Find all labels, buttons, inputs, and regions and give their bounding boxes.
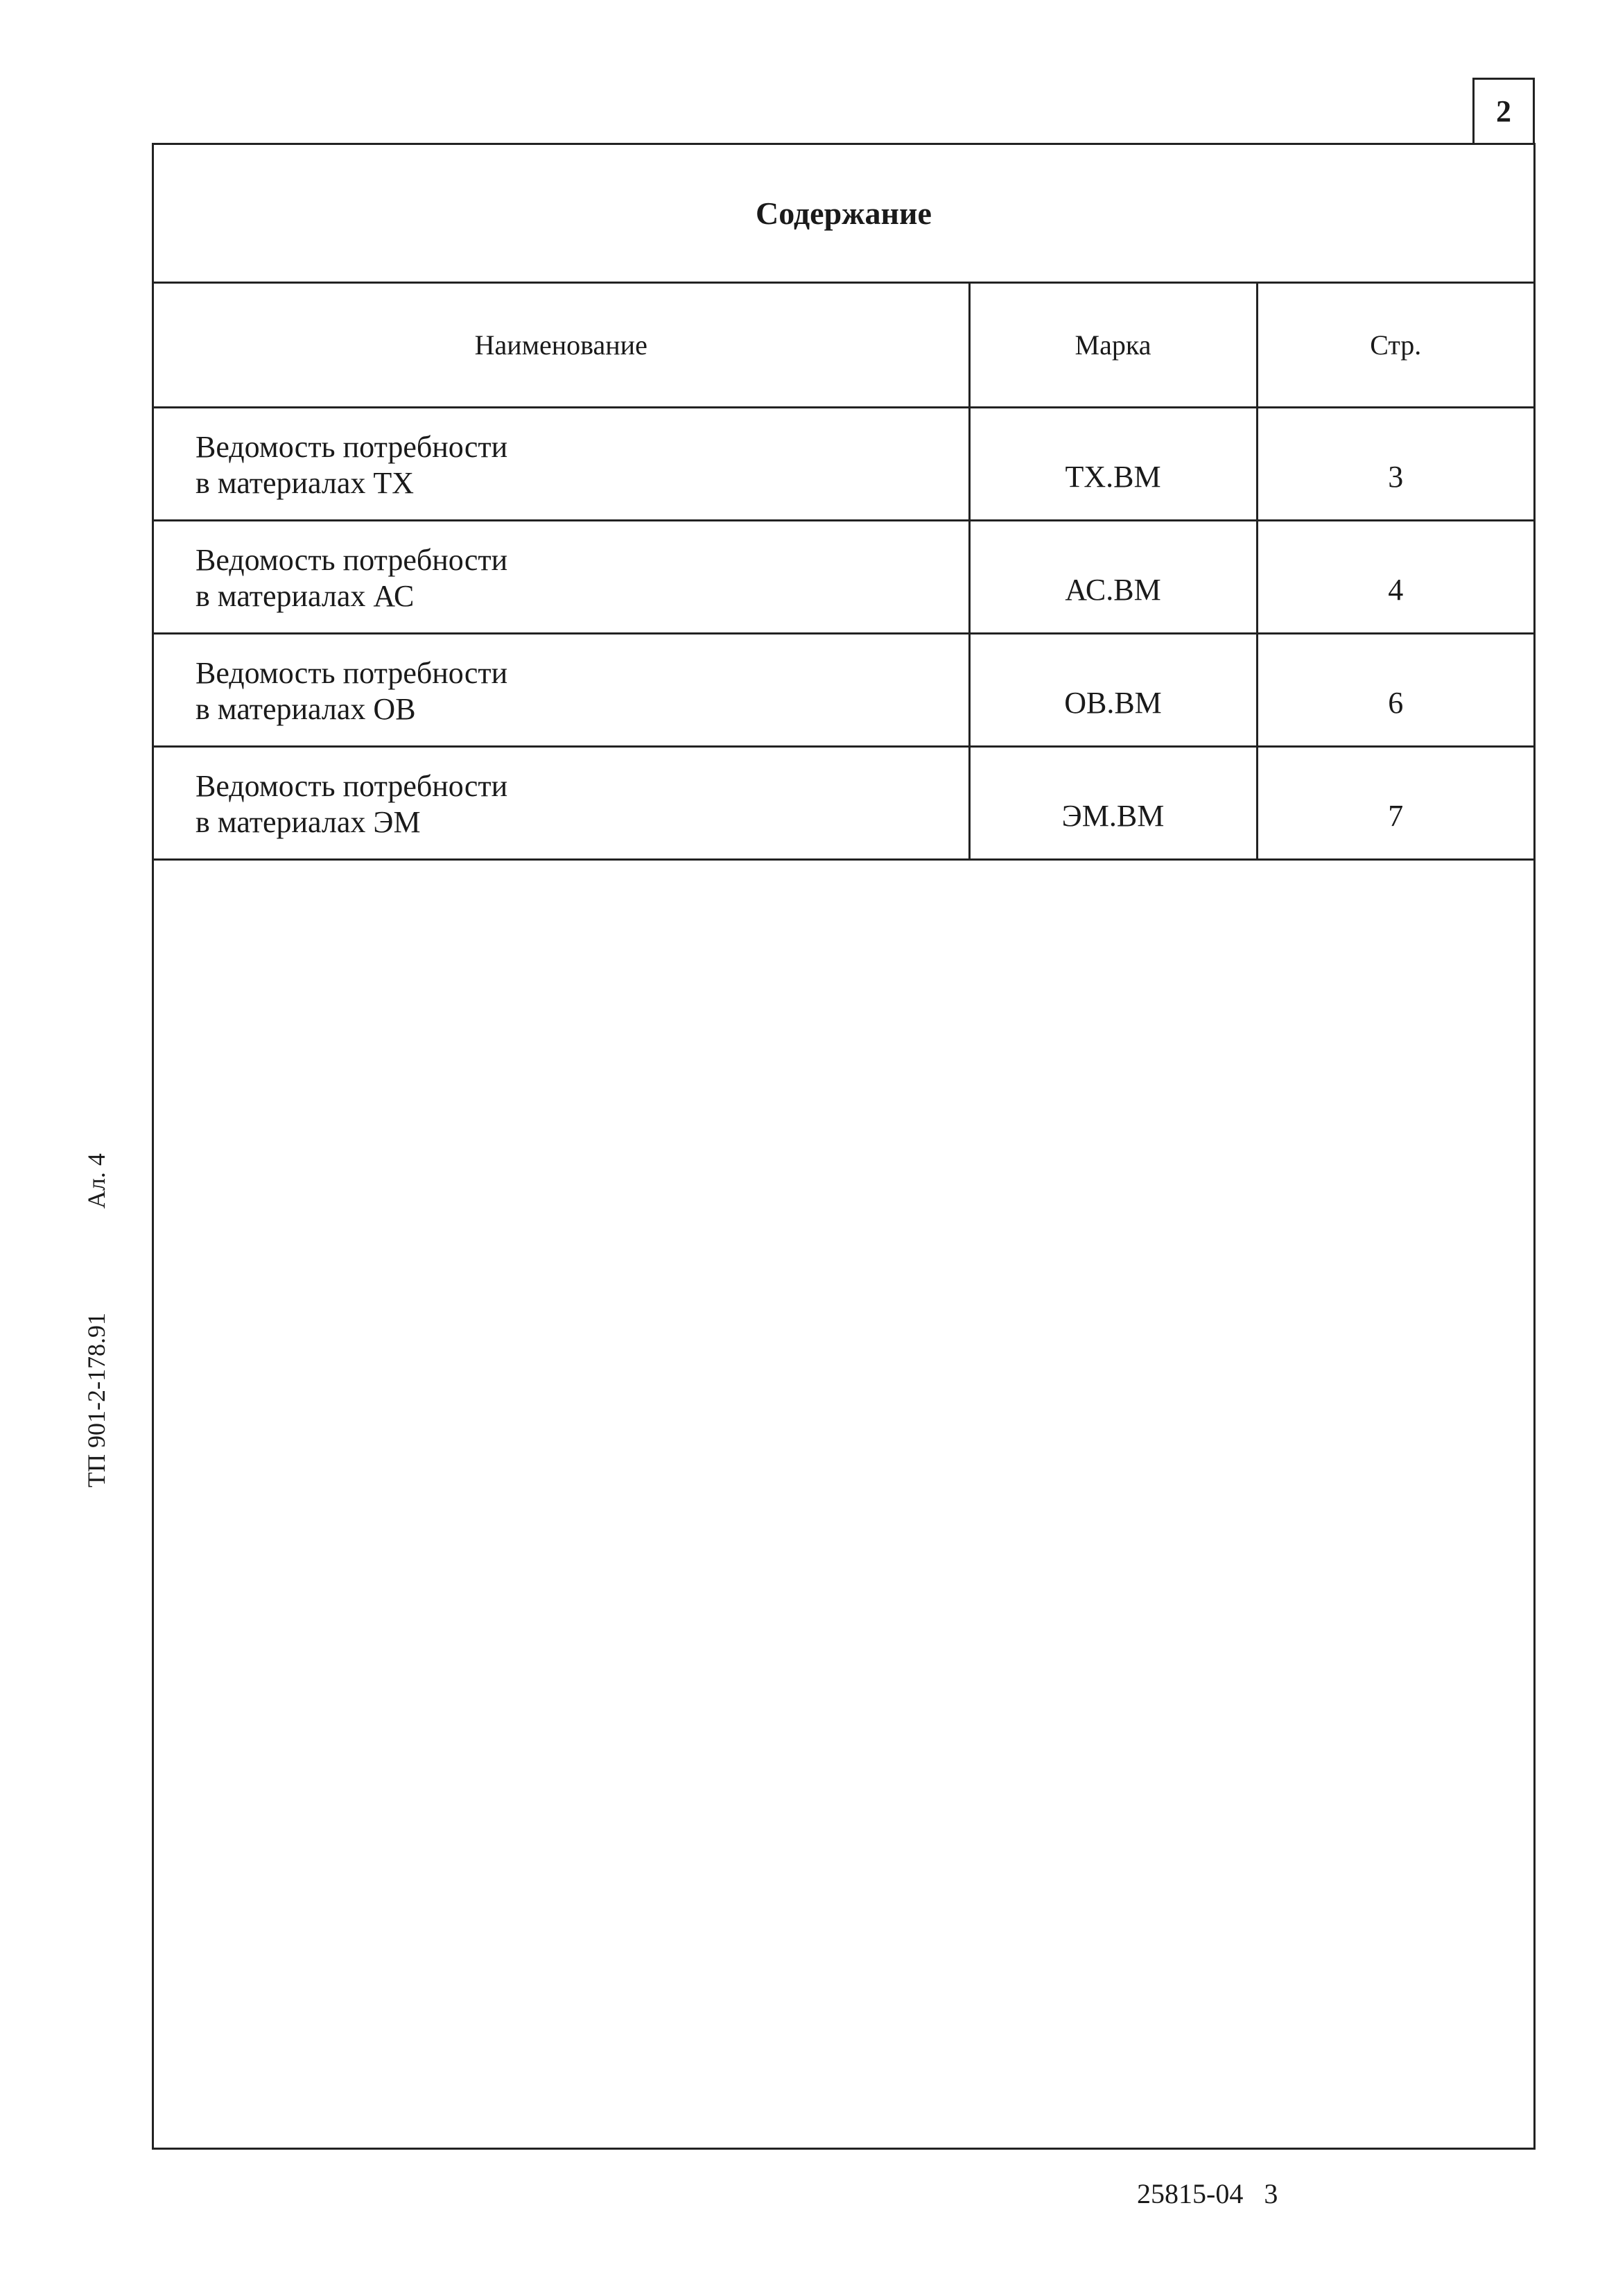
row-mark: АС.ВМ bbox=[969, 520, 1257, 633]
header-page: Стр. bbox=[1257, 284, 1533, 407]
contents-table bbox=[154, 284, 1533, 861]
table-header-row bbox=[154, 284, 1533, 407]
row-name-line2: в материалах ОВ bbox=[195, 691, 416, 726]
row-name-line2: в материалах АС bbox=[195, 578, 415, 613]
doc-code: ТП 901-2-178.91 bbox=[82, 1313, 110, 1487]
document-frame bbox=[152, 143, 1536, 2150]
row-page: 6 bbox=[1257, 633, 1533, 746]
table-row bbox=[154, 633, 1533, 746]
table-row bbox=[154, 520, 1533, 633]
row-name bbox=[154, 520, 969, 633]
album-number: Ал. 4 bbox=[82, 1153, 110, 1209]
row-page: 7 bbox=[1257, 746, 1533, 859]
header-mark: Марка bbox=[969, 284, 1257, 407]
row-name-line1: Ведомость потребности bbox=[195, 429, 508, 464]
row-name bbox=[154, 407, 969, 520]
page-number: 2 bbox=[1472, 78, 1535, 143]
row-name-line1: Ведомость потребности bbox=[195, 768, 508, 803]
row-name-line1: Ведомость потребности bbox=[195, 542, 508, 577]
row-name-line2: в материалах ЭМ bbox=[195, 804, 421, 839]
header-name: Наименование bbox=[154, 284, 969, 407]
row-mark: ОВ.ВМ bbox=[969, 633, 1257, 746]
row-page: 3 bbox=[1257, 407, 1533, 520]
row-name bbox=[154, 633, 969, 746]
row-name bbox=[154, 746, 969, 859]
row-name-line1: Ведомость потребности bbox=[195, 655, 508, 690]
page-title: Содержание bbox=[154, 145, 1533, 284]
row-mark: ТХ.ВМ bbox=[969, 407, 1257, 520]
row-mark: ЭМ.ВМ bbox=[969, 746, 1257, 859]
footer-doc-code: 25815-04 bbox=[1137, 2178, 1244, 2209]
row-page: 4 bbox=[1257, 520, 1533, 633]
table-row bbox=[154, 746, 1533, 859]
table-row bbox=[154, 407, 1533, 520]
row-name-line2: в материалах ТХ bbox=[195, 465, 415, 500]
footer-code bbox=[1137, 2177, 1278, 2210]
side-document-code bbox=[82, 1153, 111, 1487]
footer-sheet: 3 bbox=[1264, 2178, 1278, 2209]
